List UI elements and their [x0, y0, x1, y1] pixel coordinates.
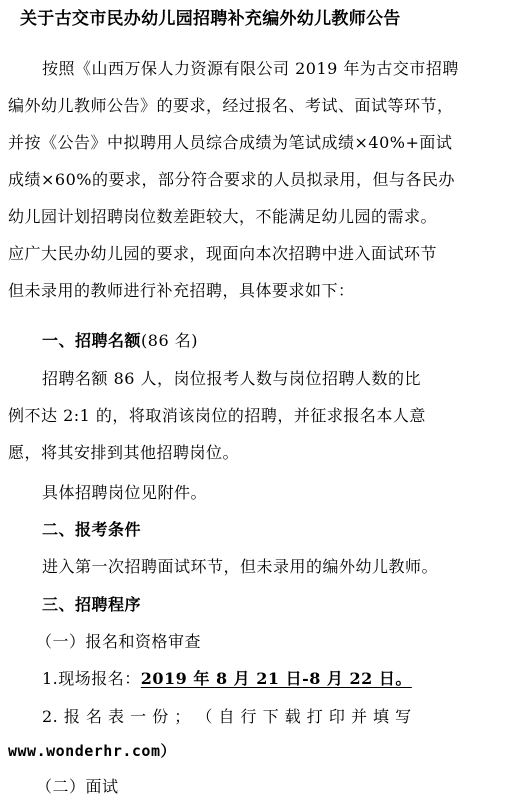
section-1-heading: 一、招聘名额 [42, 331, 142, 350]
onsite-registration-label: 1.现场报名： [42, 669, 141, 688]
section-2-heading: 二、报考条件 [42, 520, 142, 539]
intro-line-6: 应广大民办幼儿园的要求，现面向本次招聘中进入面试环节 [8, 244, 438, 263]
intro-line-7: 但未录用的教师进行补充招聘，具体要求如下： [8, 281, 355, 300]
subsection-interview: （二）面试 [36, 777, 119, 796]
registration-dates: 2019 年 8 月 21 日-8 月 22 日。 [140, 669, 412, 688]
section-1-line-3: 愿，将其安排到其他招聘岗位。 [8, 443, 240, 462]
section-1-line-1: 招聘名额 86 人，岗位报考人数与岗位招聘人数的比 [42, 369, 422, 388]
section-1-heading-row [42, 330, 198, 352]
section-3-heading: 三、招聘程序 [42, 595, 142, 614]
intro-line-2: 编外幼儿教师公告》的要求，经过报名、考试、面试等环节， [8, 96, 454, 115]
intro-line-1: 按照《山西万保人力资源有限公司 2019 年为古交市招聘 [42, 59, 459, 78]
section-1-line-2: 例不达 2:1 的，将取消该岗位的招聘，并征求报名本人意 [8, 406, 426, 425]
attachment-note: 具体招聘岗位见附件。 [42, 483, 208, 502]
website-link[interactable]: www.wonderhr.com） [8, 742, 176, 760]
intro-line-4: 成绩×60%的要求，部分符合要求的人员拟录用，但与各民办 [8, 170, 455, 189]
intro-line-5: 幼儿园计划招聘岗位数差距较大，不能满足幼儿园的需求。 [8, 207, 438, 226]
subsection-registration: （一）报名和资格审查 [36, 632, 202, 651]
registration-form-line: 2. 报 名 表 一 份 ； （ 自 行 下 载 打 印 并 填 写 [42, 707, 412, 726]
section-1-quota: (86 名) [141, 331, 198, 350]
intro-line-3: 并按《公告》中拟聘用人员综合成绩为笔试成绩×40%+面试 [8, 133, 453, 152]
section-2-body: 进入第一次招聘面试环节，但未录用的编外幼儿教师。 [42, 557, 439, 576]
onsite-registration-row [42, 668, 412, 690]
document-title: 关于古交市民办幼儿园招聘补充编外幼儿教师公告 [20, 9, 401, 29]
